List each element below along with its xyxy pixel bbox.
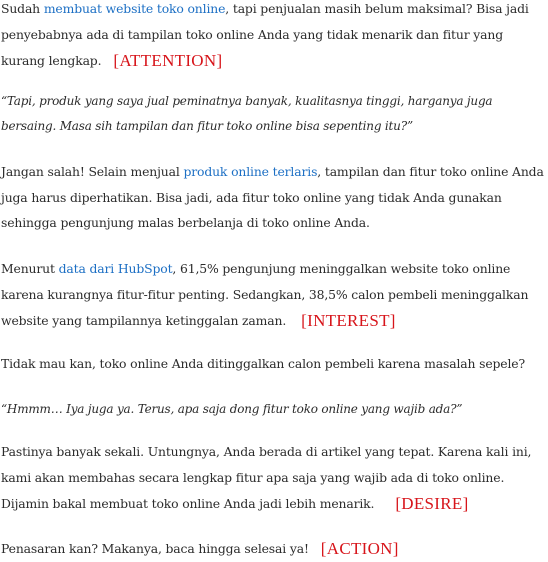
interest-tag: [INTEREST] xyxy=(301,311,396,330)
link-data-dari-hubspot[interactable]: data dari HubSpot xyxy=(58,261,173,276)
hubspot-paragraph xyxy=(1,256,546,334)
pastinya-text: Pastinya banyak sekali. Untungnya, Anda berada di artikel yang tepat. Karena kali ini, kami akan membahas secara lengkap fitur apa saja yang wajib ada di toko online. Dijamin bakal membuat toko online Anda jadi lebih menarik. xyxy=(1,444,532,511)
quote-paragraph-2: “Hmmm… Iya juga ya. Terus, apa saja dong fitur toko online yang wajib ada?” xyxy=(1,402,463,416)
hubspot-text-after-link: , 61,5% pengunjung meninggalkan website toko online karena kurangnya fitur-fitur penting. Sedangkan, 38,5% calon pembeli meninggalkan website yang tampilannya ketinggalan zaman. xyxy=(1,261,529,328)
jangan-salah-text-after-link: , tampilan dan fitur toko online Anda juga harus diperhatikan. Bisa jadi, ada fitur toko online yang tidak Anda gunakan sehingga pengunjung malas berbelanja di toko online Anda. xyxy=(1,164,544,230)
intro-text-after-link: , tapi penjualan masih belum maksimal? Bisa jadi penyebabnya ada di tampilan toko online Anda yang tidak menarik dan fitur yang kurang lengkap. xyxy=(1,1,529,68)
action-tag: [ACTION] xyxy=(320,539,399,558)
quote-paragraph-1: “Tapi, produk yang saya jual peminatnya banyak, kualitasnya tinggi, harganya juga bersaing. Masa sih tampilan dan fitur toko online bisa sepenting itu?” xyxy=(1,94,493,133)
penasaran-paragraph xyxy=(1,535,546,562)
intro-text-before-link: Sudah xyxy=(1,1,44,16)
jangan-salah-text-before-link: Jangan salah! Selain menjual xyxy=(1,164,184,179)
attention-tag: [ATTENTION] xyxy=(113,51,223,70)
link-membuat-website-toko-online[interactable]: membuat website toko online xyxy=(43,1,226,16)
hubspot-text-before-link: Menurut xyxy=(1,261,59,276)
intro-paragraph xyxy=(1,0,546,74)
link-produk-online-terlaris[interactable]: produk online terlaris xyxy=(183,164,318,179)
desire-tag: [DESIRE] xyxy=(395,494,469,513)
tidak-mau-paragraph: Tidak mau kan, toko online Anda ditinggalkan calon pembeli karena masalah sepele? xyxy=(1,356,525,371)
pastinya-paragraph xyxy=(1,439,546,517)
penasaran-text: Penasaran kan? Makanya, baca hingga selesai ya! xyxy=(1,541,309,556)
jangan-salah-paragraph xyxy=(1,159,546,236)
